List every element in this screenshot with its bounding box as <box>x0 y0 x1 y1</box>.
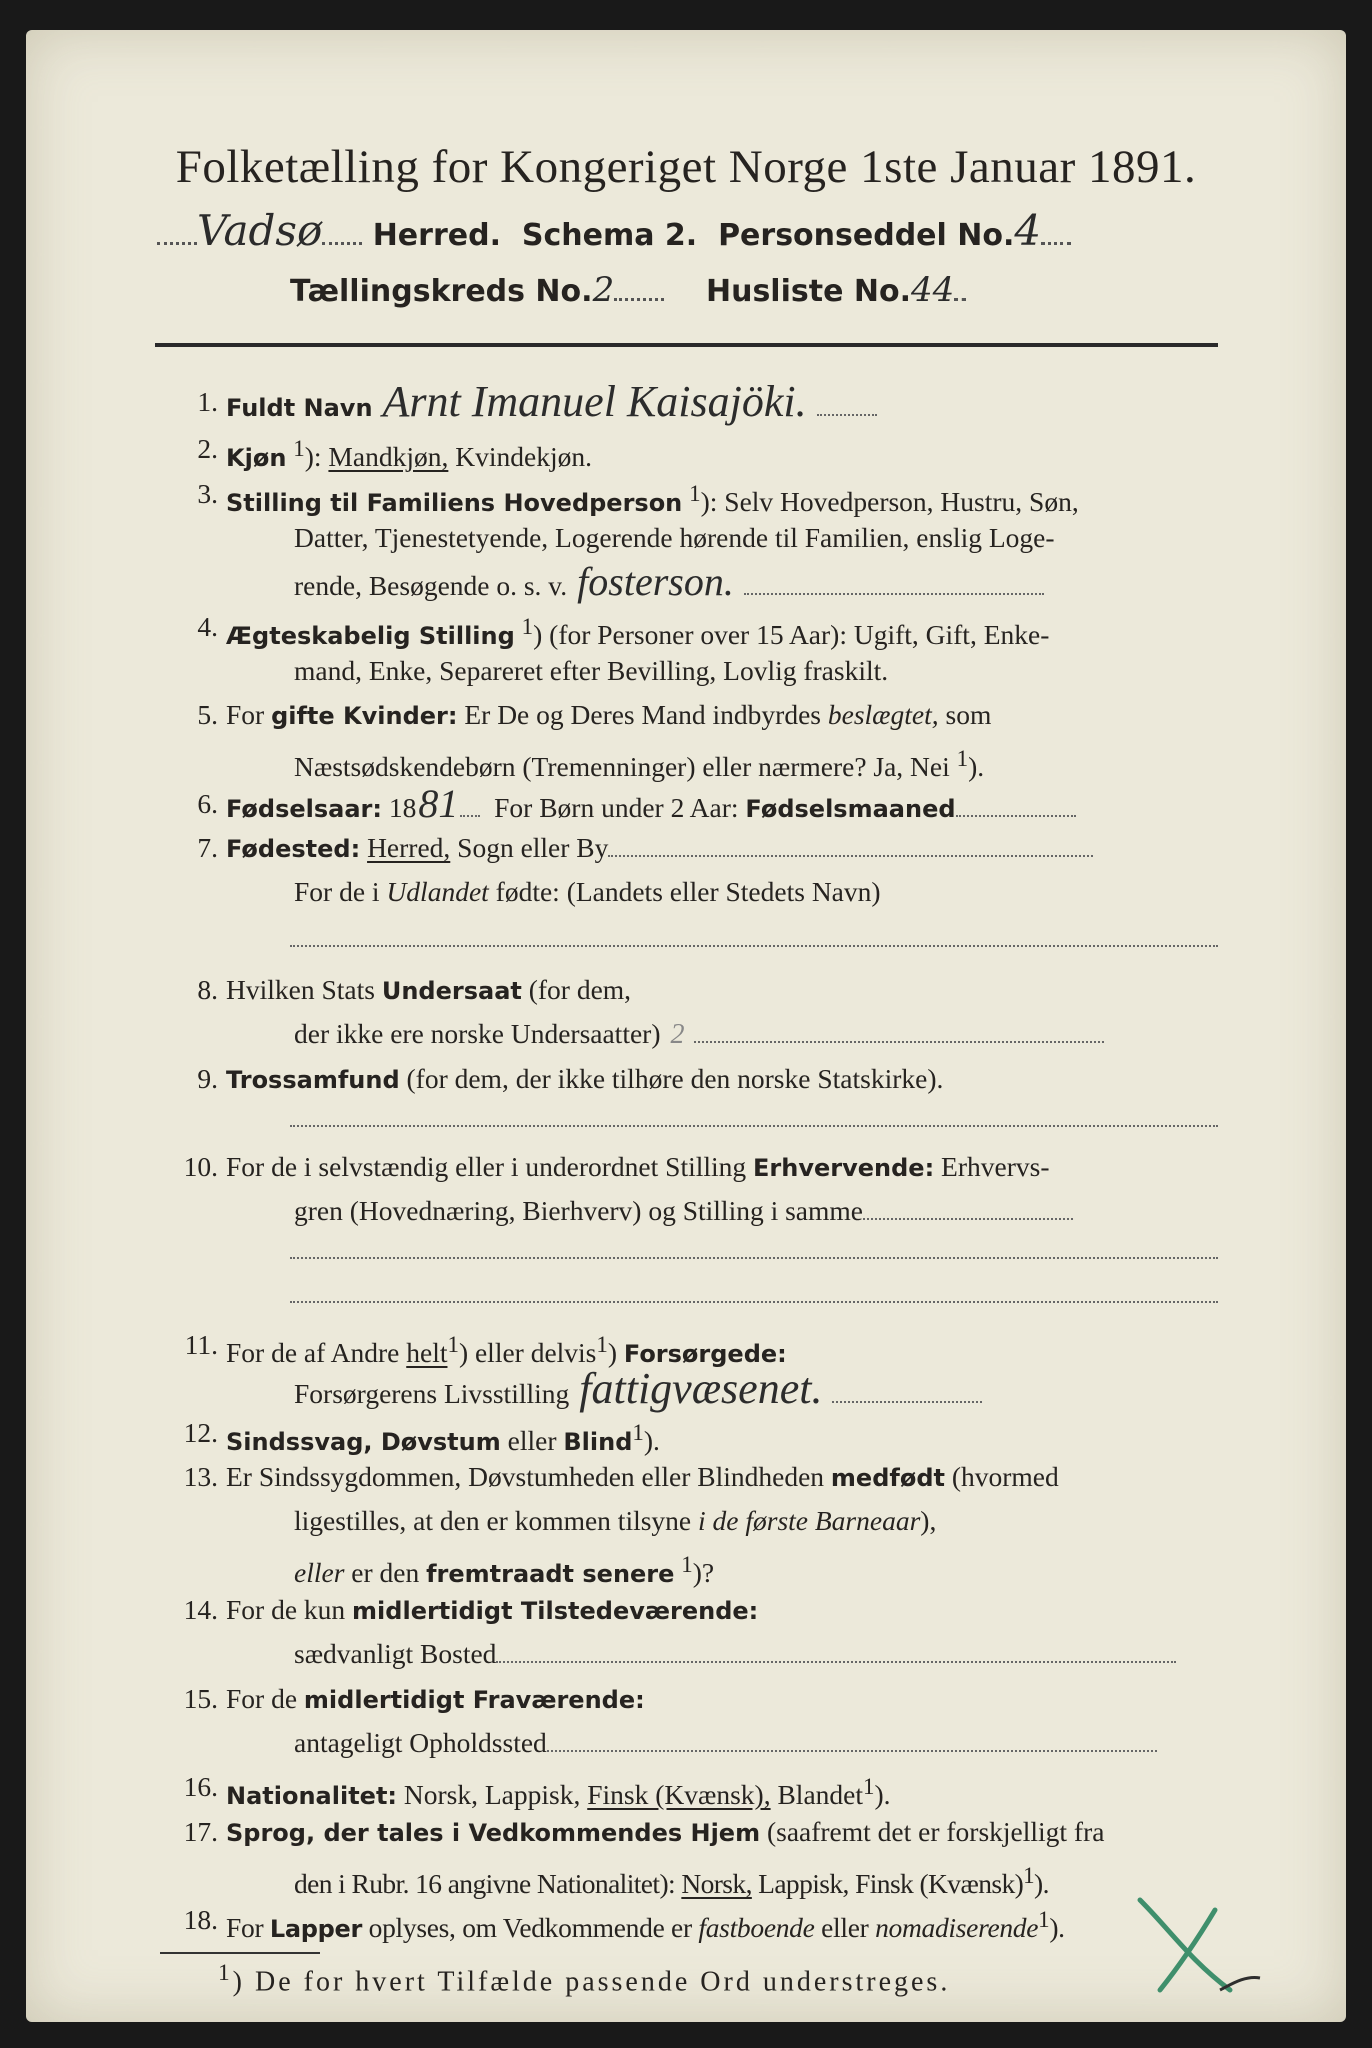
item-number: 6. <box>197 788 218 819</box>
item-number: 10. <box>183 1151 218 1182</box>
item-label: Kjøn <box>226 444 287 473</box>
item-label: Trossamfund <box>226 1066 400 1094</box>
herred-label: Herred. <box>372 218 501 253</box>
item-number: 13. <box>183 1461 218 1492</box>
item-number: 11. <box>184 1329 218 1360</box>
item-number: 8. <box>197 974 218 1005</box>
husliste-value: 44 <box>910 270 955 310</box>
item-number: 16. <box>183 1771 218 1802</box>
full-name-value: Arnt Imanuel Kaisajöki. <box>382 377 807 426</box>
item-label: Stilling til Familiens Hovedperson <box>226 489 683 518</box>
item-number: 18. <box>183 1904 218 1935</box>
item-number: 3. <box>197 478 218 509</box>
personseddel-label: Personseddel No. <box>718 218 1015 253</box>
item-label: gifte Kvinder: <box>271 702 458 730</box>
schema-label: Schema 2. <box>521 218 698 253</box>
item-label: Lapper <box>269 1915 363 1944</box>
herred-value: Vadsø <box>197 206 323 255</box>
birth-year-value: 81 <box>418 781 459 826</box>
item-label: Forsørgede: <box>623 1340 787 1369</box>
item-number: 7. <box>197 832 218 863</box>
undersaat-value: 2 <box>670 1019 685 1050</box>
husliste-label: Husliste No. <box>705 274 911 309</box>
item-number: 9. <box>197 1063 218 1094</box>
item-label: Erhvervende: <box>753 1154 935 1182</box>
item-label: Sprog, der tales i Vedkommendes Hjem <box>226 1819 761 1847</box>
item-number: 2. <box>197 433 218 464</box>
item-label: Fødested: <box>226 835 361 863</box>
option-herred: Herred, <box>367 832 451 863</box>
item-number: 14. <box>183 1594 218 1625</box>
kreds-value: 2 <box>592 270 615 310</box>
item-label: medfødt <box>830 1464 945 1492</box>
option-finsk: Finsk (Kvænsk), <box>587 1779 771 1811</box>
item-label: Fuldt Navn <box>226 394 373 422</box>
item-number: 17. <box>183 1816 218 1847</box>
footnote: $^1$) De for hvert Tilfælde passende Ord understreges. <box>218 1960 951 1998</box>
item-label: Ægteskabelig Stilling <box>226 622 515 651</box>
option-norsk: Norsk, <box>681 1868 752 1900</box>
item-label: Nationalitet: <box>226 1782 398 1811</box>
forsorger-value: fattigvæsenet. <box>579 1364 823 1413</box>
item-label: midlertidigt Fraværende: <box>303 1686 645 1714</box>
option-helt: helt <box>406 1337 448 1369</box>
item-label: Undersaat <box>381 977 522 1005</box>
stilling-value: fosterson. <box>577 559 734 604</box>
option-mandkjon: Mandkjøn, <box>328 441 449 473</box>
personseddel-value: 4 <box>1014 206 1042 255</box>
form-title: Folketælling for Kongeriget Norge 1ste Januar 1891. <box>175 141 1197 193</box>
kreds-label: Tællingskreds No. <box>290 274 593 309</box>
item-number: 12. <box>183 1417 218 1448</box>
item-number: 5. <box>197 699 218 730</box>
item-number: 1. <box>197 386 218 417</box>
footnote-rule <box>160 1952 320 1954</box>
kreds-line <box>290 270 966 310</box>
item-label: Fødselsaar: <box>226 795 382 823</box>
item-label: Sindssvag, Døvstum <box>226 1428 501 1457</box>
item-number: 15. <box>183 1683 218 1714</box>
header-rule <box>155 343 1218 347</box>
herred-line <box>157 206 1071 255</box>
green-cross-mark-icon <box>1120 1890 1270 2010</box>
item-number: 4. <box>197 611 218 642</box>
option-kvindekjon: Kvindekjøn. <box>455 441 592 473</box>
item-label: midlertidigt Tilstedeværende: <box>352 1597 759 1625</box>
